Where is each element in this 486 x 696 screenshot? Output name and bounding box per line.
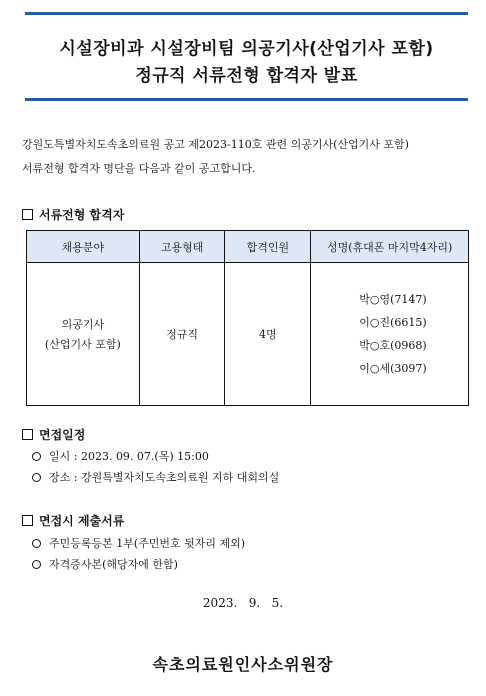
table-row — [27, 263, 469, 406]
announcement-date: 2023. 9. 5. — [202, 596, 284, 610]
cell-count: 4명 — [225, 263, 311, 406]
document-item-2 — [32, 556, 178, 572]
intro-line-2: 서류전형 합격자 명단을 다음과 같이 공고합니다. — [22, 162, 256, 175]
name-item: 박○영(7147) — [359, 293, 427, 306]
section-passers-label: 서류전형 합격자 — [39, 208, 125, 222]
interview-place-item — [32, 469, 279, 485]
signer-name: 속초의료원인사소위원장 — [152, 655, 334, 674]
checkbox-square-icon — [22, 209, 33, 220]
name-item: 이○세(3097) — [359, 362, 427, 375]
header-field: 채용분야 — [27, 231, 140, 263]
intro-line-1: 강원도특별자치도속초의료원 공고 제2023-110호 관련 의공기사(산업기사 포함) — [22, 138, 409, 151]
circle-bullet-icon — [32, 452, 41, 461]
checkbox-square-icon — [22, 429, 33, 440]
section-documents — [22, 512, 124, 529]
cell-employment: 정규직 — [139, 263, 225, 406]
document-item-1 — [32, 535, 245, 551]
top-rule — [25, 12, 468, 15]
cell-field — [27, 263, 140, 406]
name-item: 박○호(0968) — [359, 339, 427, 352]
section-passers — [22, 206, 124, 223]
passers-table — [26, 230, 469, 406]
header-employment: 고용형태 — [139, 231, 225, 263]
circle-bullet-icon — [32, 539, 41, 548]
document-item-1-text: 주민등록등본 1부(주민번호 뒷자리 제외) — [49, 537, 246, 550]
field-line-1: 의공기사 — [61, 318, 105, 331]
circle-bullet-icon — [32, 560, 41, 569]
bottom-rule — [25, 98, 468, 101]
page-subtitle: 정규직 서류전형 합격자 발표 — [135, 66, 358, 86]
checkbox-square-icon — [22, 515, 33, 526]
cell-names — [311, 263, 469, 406]
circle-bullet-icon — [32, 473, 41, 482]
table-header-row — [27, 231, 469, 263]
header-count: 합격인원 — [225, 231, 311, 263]
page-title: 시설장비과 시설장비팀 의공기사(산업기사 포함) — [59, 39, 434, 59]
name-item: 이○진(6615) — [359, 316, 427, 329]
document-item-2-text: 자격증사본(해당자에 한함) — [49, 558, 178, 571]
interview-date-item — [32, 448, 209, 464]
interview-date: 일시 : 2023. 09. 07.(목) 15:00 — [49, 450, 209, 463]
section-interview — [22, 426, 85, 443]
field-line-2: (산업기사 포함) — [44, 338, 121, 351]
interview-place: 장소 : 강원특별자치도속초의료원 지하 대회의실 — [49, 471, 280, 484]
header-names: 성명(휴대폰 마지막4자리) — [311, 231, 469, 263]
announcement-intro — [22, 133, 470, 181]
section-documents-label: 면접시 제출서류 — [39, 514, 125, 528]
section-interview-label: 면접일정 — [39, 428, 86, 442]
